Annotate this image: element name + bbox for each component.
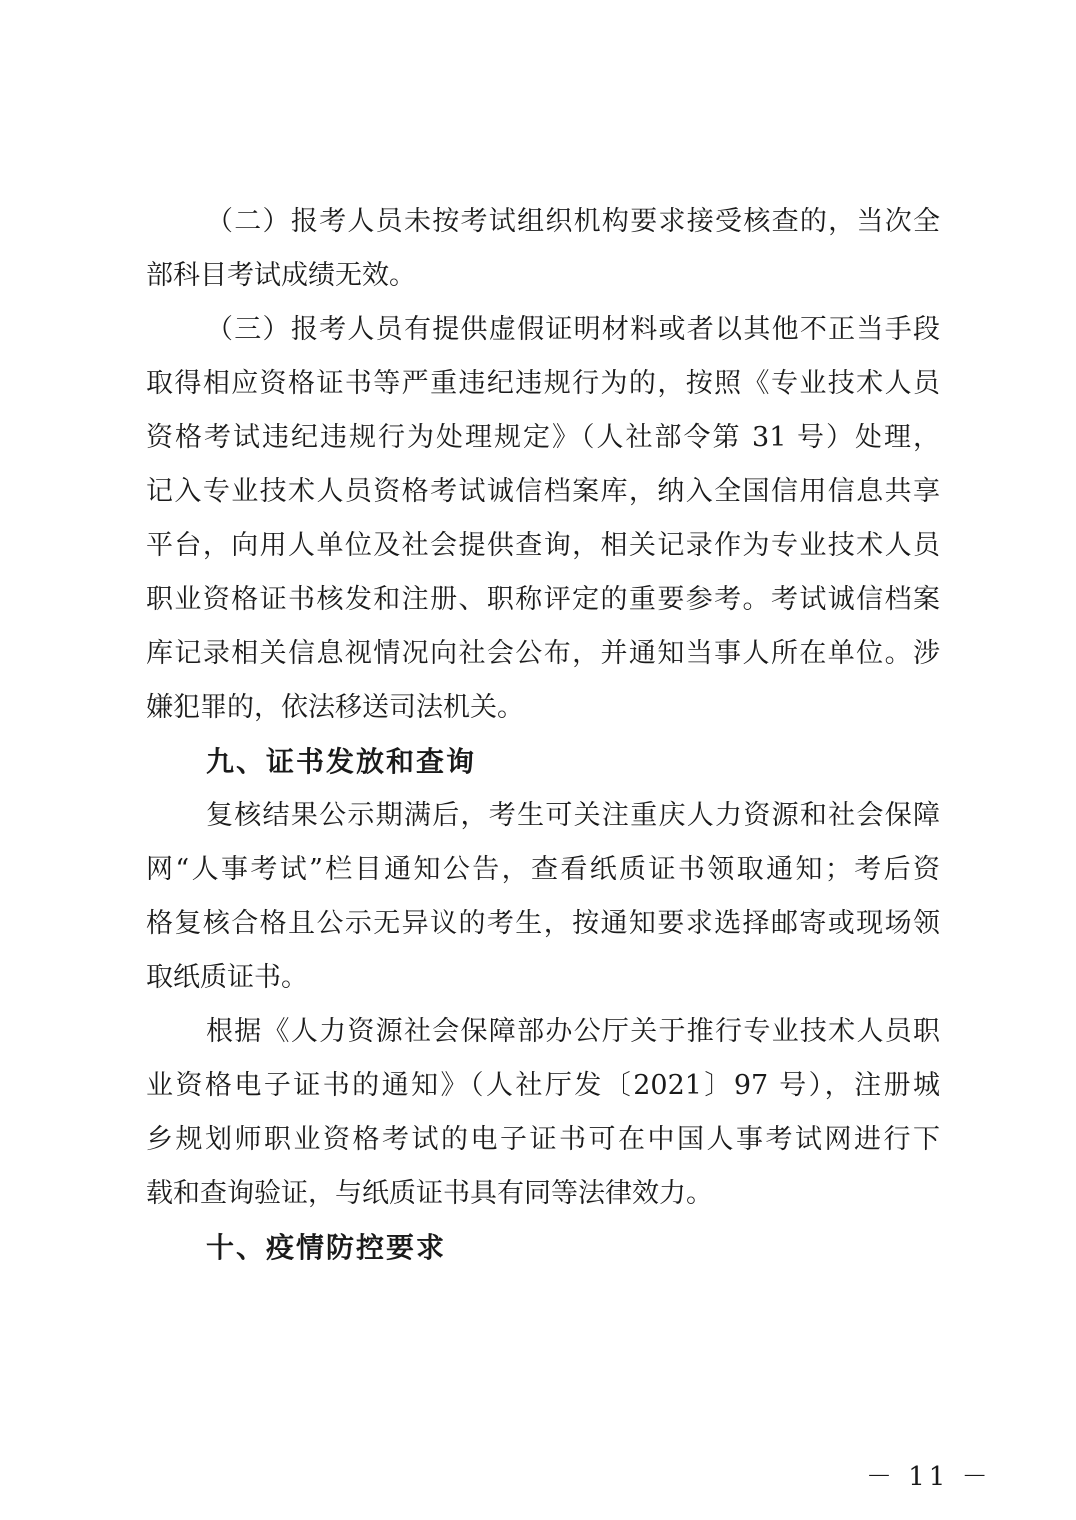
- paragraph-3-line-6: 职业资格证书核发和注册、职称评定的重要参考。考试诚信档案: [146, 584, 940, 615]
- section-9-paragraph-2-line-4: 载和查询验证，与纸质证书具有同等法律效力。: [146, 1178, 713, 1209]
- section-10-heading: 十、疫情防控要求: [206, 1231, 447, 1264]
- paragraph-3-line-8: 嫌犯罪的，依法移送司法机关。: [146, 692, 524, 723]
- paragraph-3-line-7: 库记录相关信息视情况向社会公布，并通知当事人所在单位。涉: [146, 638, 940, 669]
- section-9-paragraph-1-line-4: 取纸质证书。: [146, 962, 308, 993]
- paragraph-2-line-2: 部科目考试成绩无效。: [146, 260, 416, 291]
- paragraph-3-line-3: 资格考试违纪违规行为处理规定》（人社部令第 31 号）处理，: [146, 422, 940, 453]
- section-9-paragraph-2-line-2: 业资格电子证书的通知》（人社厅发〔2021〕97 号），注册城: [146, 1070, 940, 1101]
- paragraph-2-line-1: （二）报考人员未按考试组织机构要求接受核查的，当次全: [206, 206, 940, 237]
- section-9-paragraph-1-line-2: 网“人事考试”栏目通知公告，查看纸质证书领取通知；考后资: [146, 854, 940, 885]
- section-9-heading: 九、证书发放和查询: [206, 745, 477, 778]
- section-9-paragraph-2-line-1: 根据《人力资源社会保障部办公厅关于推行专业技术人员职: [206, 1016, 940, 1047]
- paragraph-3-line-4: 记入专业技术人员资格考试诚信档案库，纳入全国信用信息共享: [146, 476, 940, 507]
- section-9-paragraph-1-line-1: 复核结果公示期满后，考生可关注重庆人力资源和社会保障: [206, 800, 940, 831]
- paragraph-3-line-1: （三）报考人员有提供虚假证明材料或者以其他不正当手段: [206, 314, 940, 345]
- section-9-paragraph-2-line-3: 乡规划师职业资格考试的电子证书可在中国人事考试网进行下: [146, 1124, 940, 1155]
- section-9-paragraph-1-line-3: 格复核合格且公示无异议的考生，按通知要求选择邮寄或现场领: [146, 908, 940, 939]
- paragraph-3-line-2: 取得相应资格证书等严重违纪违规行为的，按照《专业技术人员: [146, 368, 940, 399]
- page-number: － 11 －: [866, 1462, 992, 1492]
- paragraph-3-line-5: 平台，向用人单位及社会提供查询，相关记录作为专业技术人员: [146, 530, 940, 561]
